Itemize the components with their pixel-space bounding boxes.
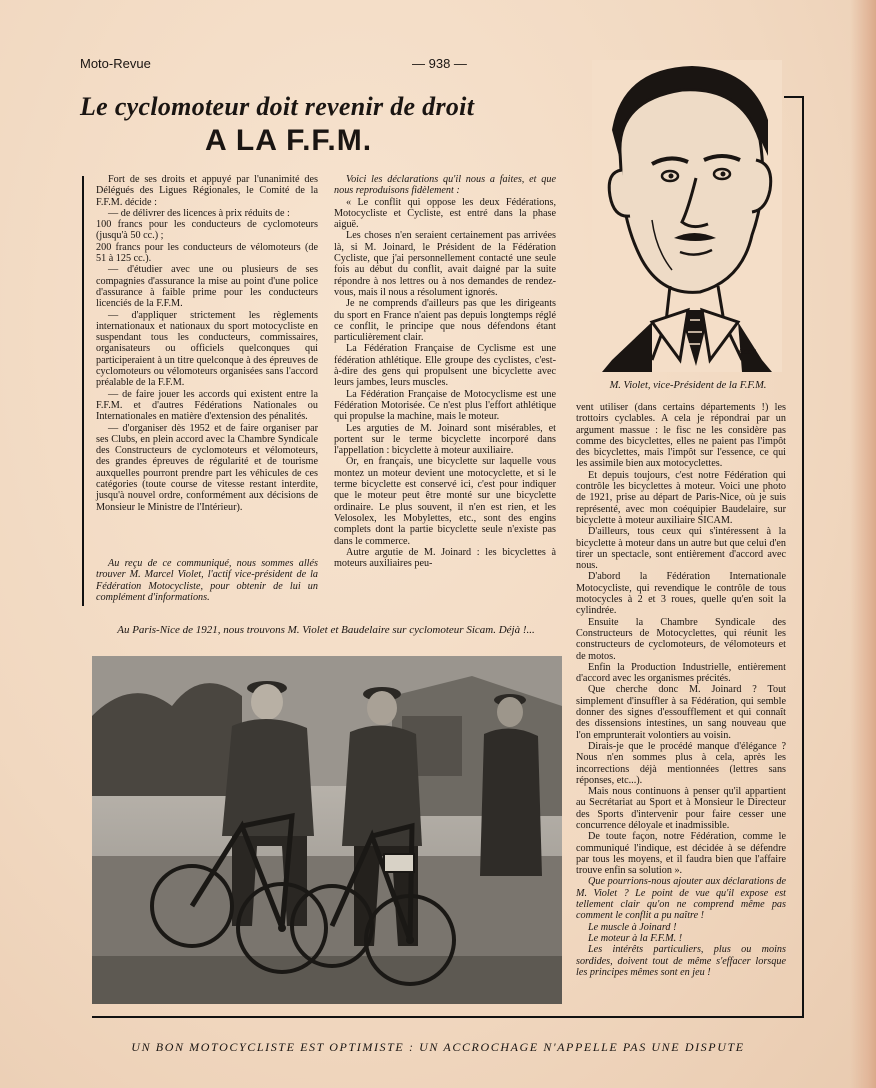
paragraph: Que cherche donc M. Joinard ? Tout simplement d'insuffler à sa Fédération, qui semble donner des signes d'essoufflement et qui connaît des dissensions intestines, un sang nouveau que l'on emprunterait volontiers au voisin. bbox=[576, 684, 786, 741]
paragraph: — d'étudier avec une ou plusieurs de ses compagnies d'assurance la mise au point d'une police d'assurance à faible prime pour les conducteurs licenciés de la F.F.M. bbox=[96, 264, 318, 310]
magazine-name: Moto-Revue bbox=[80, 56, 151, 71]
paragraph: Je ne comprends d'ailleurs pas que les dirigeants du sport en France n'aient pas depuis longtemps réglé ce conflit, le principe que nous défendons étant particulièrement clair. bbox=[334, 298, 556, 344]
frame-line-right bbox=[802, 96, 804, 1016]
paragraph: Voici les déclarations qu'il nous a faites, et que nous reproduisons fidèlement : bbox=[334, 174, 556, 197]
article-column-1-intro bbox=[96, 558, 318, 603]
paragraph: vent utiliser (dans certains départements !) les trottoirs cyclables. A cela je répondrai par un argument massue : le fisc ne les considère pas comme des bicyclettes, elles ne paient pas l'impôt des bicyclettes, mais l'impôt sur l'essence, ce qui les assimile bien aux motocyclettes. bbox=[576, 402, 786, 470]
paragraph: 100 francs pour les conducteurs de cyclomoteurs (jusqu'à 50 cc.) ; bbox=[96, 219, 318, 242]
paragraph: — d'organiser dès 1952 et de faire organiser par ses Clubs, en plein accord avec la Chambre Syndicale des Constructeurs de cyclomoteurs et vélomoteurs, des grandes épreuves de régularité et de tourisme auxquelles pourront prendre part les véhicules de ces catégories (toute course de vitesse restant interdite, jusqu'à nouvel ordre, conformément aux décisions de Monsieur le Ministre de l'Intérieur). bbox=[96, 422, 318, 513]
paragraph: Mais nous continuons à penser qu'il appartient au Secrétariat au Sport et à Monsieur le Directeur des Sports d'intervenir pour faire cesser une concurrence déloyale et inadmissible. bbox=[576, 786, 786, 831]
page-edge-shadow bbox=[850, 0, 876, 1088]
portrait-caricature bbox=[592, 60, 782, 372]
portrait-signature: Aacy bbox=[738, 346, 756, 356]
article-column-2 bbox=[334, 174, 556, 569]
paragraph: Ensuite la Chambre Syndicale des Constructeurs de Motocyclettes, qui réunit les constructeurs de cyclomoteurs, de vélomoteurs et de motos. bbox=[576, 616, 786, 662]
frame-line-left bbox=[82, 176, 84, 606]
paragraph: Le moteur à la F.F.M. ! bbox=[588, 932, 683, 944]
paragraph: Or, en français, une bicyclette sur laquelle vous montez un moteur devient une motocyclette, et si le terme bicyclette est conservé ici, c'est pour indiquer que le moteur peut être monté sur une bicyclette ordinaire. Le plus souvent, il n'en est rien, et les Velosolex, les Mobylettes, etc., sont des engins complets dont la partie bicyclette seule n'existe pas dans le commerce. bbox=[334, 456, 556, 547]
paragraph: De toute façon, notre Fédération, comme le communiqué l'indique, est décidée à se défendre par tous les moyens, et il faudra bien que l'affaire trouve enfin sa solution ». bbox=[576, 831, 786, 877]
portrait-caption: M. Violet, vice-Président de la F.F.M. bbox=[609, 380, 767, 391]
paragraph: D'ailleurs, tous ceux qui s'intéressent à la bicyclette à moteur dans un autre but que celui d'en tirer un spectacle, sont entièrement d'accord avec nous. bbox=[576, 526, 786, 572]
paragraph: Enfin la Production Industrielle, entièrement d'accord avec les organismes précités. bbox=[576, 661, 786, 685]
article-kicker: Le cyclomoteur doit revenir de droit bbox=[80, 92, 475, 121]
article-column-3 bbox=[576, 402, 786, 978]
paragraph: Autre argutie de M. Joinard : les bicyclettes à moteurs auxiliaires peu- bbox=[334, 546, 556, 570]
article-column-1 bbox=[96, 174, 318, 513]
paragraph: Les arguties de M. Joinard sont misérables, et portent sur le terme bicyclette incorporé dans l'appellation : bicyclette à moteur auxiliaire. bbox=[334, 422, 556, 457]
frame-line-bottom bbox=[92, 1016, 804, 1018]
paragraph: Les intérêts particuliers, plus ou moins sordides, doivent tout de même s'effacer lorsque les principes mêmes sont en jeu ! bbox=[576, 944, 786, 978]
paragraph: Dirais-je que le procédé manque d'élégance ? Nous n'en sommes plus à cela, après les incorrections déjà mentionnées (lettres sans réponses, etc...). bbox=[576, 740, 786, 786]
article-headline: A LA F.F.M. bbox=[205, 124, 373, 157]
footer-slogan: UN BON MOTOCYCLISTE EST OPTIMISTE : UN ACCROCHAGE N'APPELLE PAS UNE DISPUTE bbox=[131, 1040, 745, 1054]
paragraph: La Fédération Française de Motocyclisme est une Fédération Motorisée. Ce n'est plus l'effort athlétique qui propulse la machine, mais le moteur. bbox=[334, 388, 556, 423]
paragraph: — de délivrer des licences à prix réduits de : bbox=[108, 207, 290, 219]
historical-photo bbox=[92, 656, 562, 1004]
paragraph: Que pourrions-nous ajouter aux déclarations de M. Violet ? Le point de vue qu'il expose est tellement clair qu'on ne comprend même pas comment le conflit a pu naître ! bbox=[576, 876, 786, 922]
paragraph: « Le conflit qui oppose les deux Fédérations, Motocycliste et Cycliste, est entré dans la phase aiguë. bbox=[334, 196, 556, 231]
paragraph: 200 francs pour les conducteurs de vélomoteurs (de 51 à 125 cc.). bbox=[96, 241, 318, 265]
paragraph: La Fédération Française de Cyclisme est une fédération athlétique. Elle groupe des cyclistes, c'est-à-dire des gens qui propulsent une bicyclette avec leurs jambes, leurs muscles. bbox=[334, 343, 556, 389]
paragraph: — d'appliquer strictement les règlements internationaux et nationaux du sport motocycliste en suspendant tous les conducteurs, commissaires, organisateurs ou officiels quelconques qui participeraient à un titre quelconque à des épreuves de cyclomoteurs ou vélomoteurs organisées sans l'accord préalable de la F.F.M. bbox=[96, 309, 318, 389]
photo-caption: Au Paris-Nice de 1921, nous trouvons M. Violet et Baudelaire sur cyclomoteur Sicam. Déjà !... bbox=[117, 624, 535, 636]
paragraph: Et depuis toujours, c'est notre Fédération qui contrôle les bicyclettes à moteur. Voici une photo de 1921, prise au départ de Paris-Nice, où je suis représenté, avec mon coéquipier Baudelaire, sur bicyclette à moteur auxiliaire SICAM. bbox=[576, 469, 786, 526]
paragraph: Au reçu de ce communiqué, nous sommes allés trouver M. Marcel Violet, l'actif vice-président de la Fédération Motocycliste, pour obtenir de lui un complément d'informations. bbox=[96, 558, 318, 603]
page-number: — 938 — bbox=[412, 56, 467, 71]
paragraph: Le muscle à Joinard ! bbox=[588, 921, 677, 933]
frame-line-right-top bbox=[784, 96, 804, 98]
paragraph: Les choses n'en seraient certainement pas arrivées là, si M. Joinard, le Président de la Fédération Cycliste, que j'ai personnellement contacté une seule fois au début du conflit, avait daigné par la suite répondre à nos lettres ou à nos demandes de rendez-vous, mais il nous a résolument ignorés. bbox=[334, 230, 556, 298]
paragraph: Fort de ses droits et appuyé par l'unanimité des Délégués des Ligues Régionales, le Comité de la F.F.M. décide : bbox=[96, 174, 318, 208]
paragraph: — de faire jouer les accords qui existent entre la F.F.M. et d'autres Fédérations Nationales ou Internationales en matière d'extension des pénalités. bbox=[96, 388, 318, 423]
paragraph: D'abord la Fédération Internationale Motocycliste, qui revendique le contrôle de tous motocycles à 2 et 3 roues, quelle qu'en soit la cylindrée. bbox=[576, 571, 786, 617]
